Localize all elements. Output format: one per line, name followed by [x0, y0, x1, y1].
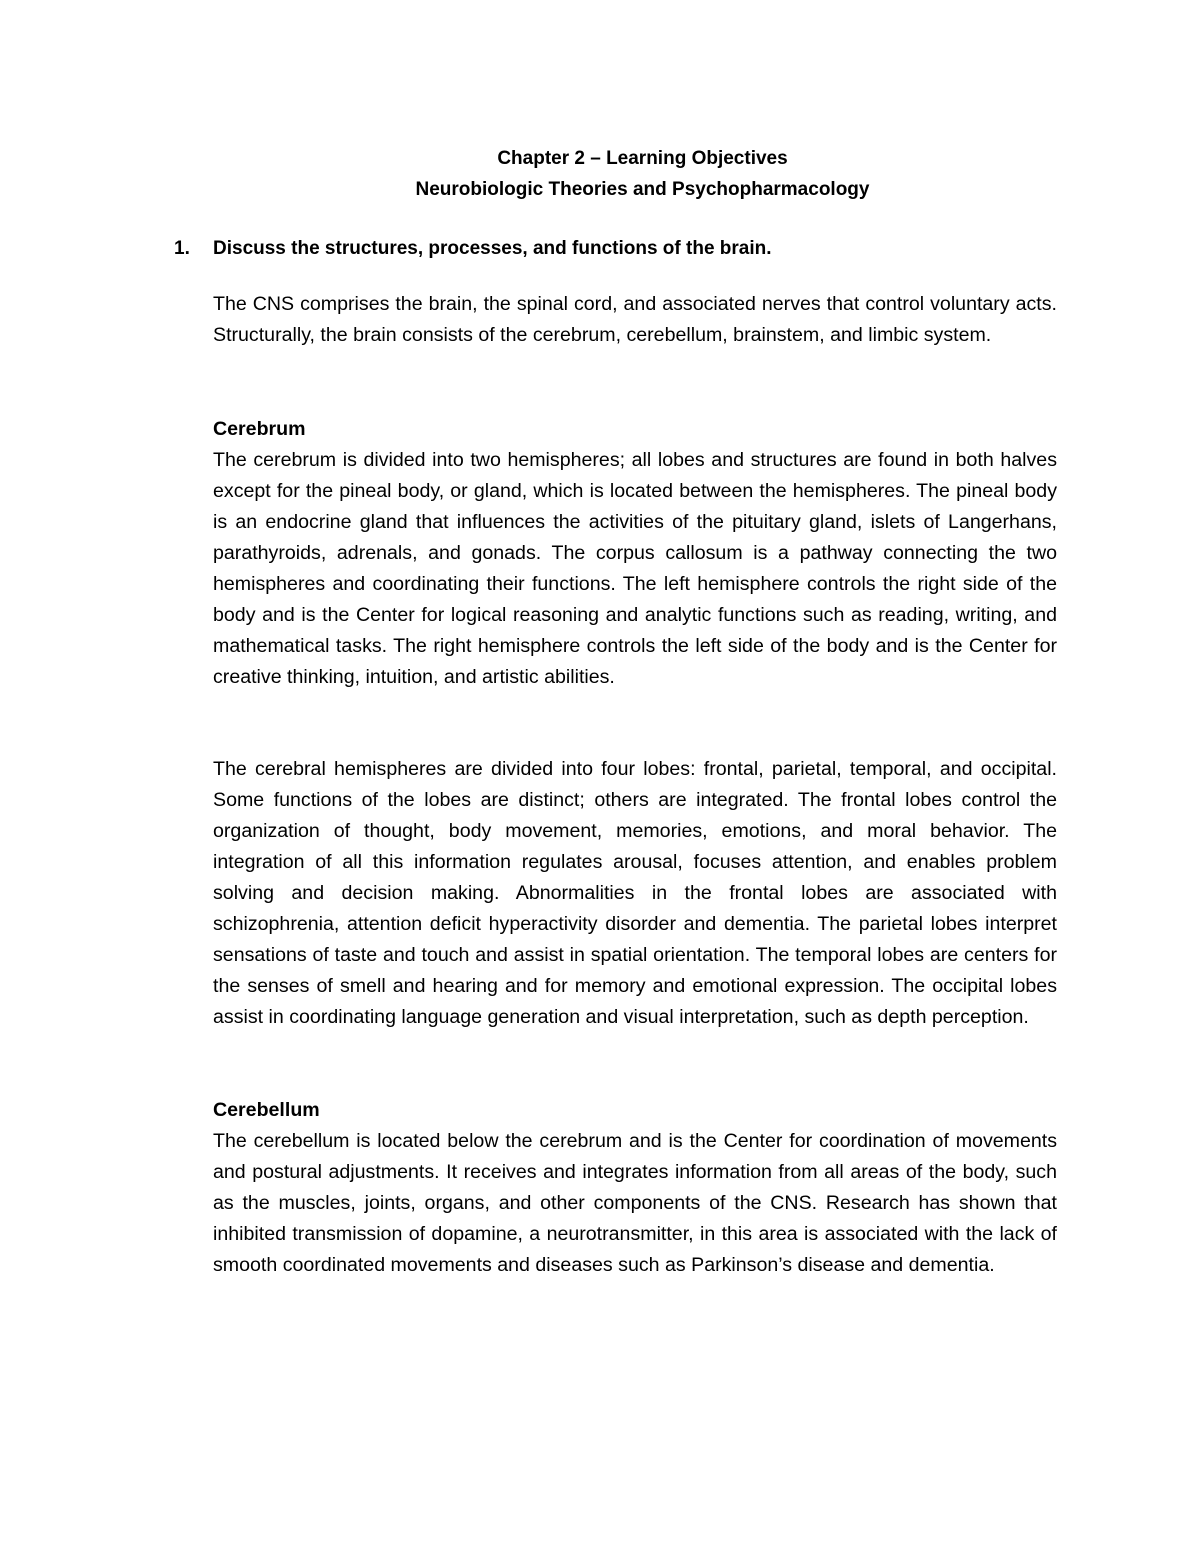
section-heading-cerebellum: Cerebellum [213, 1099, 320, 1121]
objective-text: Discuss the structures, processes, and functions of the brain. [213, 238, 772, 259]
intro-paragraph: The CNS comprises the brain, the spinal cord, and associated nerves that control voluntary acts. Structurally, the brain consists of the cerebrum, cerebellum, brainstem, and limbic system. [213, 293, 1057, 346]
cerebellum-paragraph: The cerebellum is located below the cerebrum and is the Center for coordination of movements and postural adjustments. It receives and integrates information from all areas of the body, such as the muscles, joints, organs, and other components of the CNS. Research has shown that inhibited transmission of dopamine, a neurotransmitter, in this area is associated with the lack of smooth coordinated movements and diseases such as Parkinson’s disease and dementia. [213, 1130, 1057, 1276]
learning-objective-1 [174, 233, 772, 264]
section-heading-cerebrum: Cerebrum [213, 418, 306, 440]
cerebrum-paragraph-2: The cerebral hemispheres are divided into four lobes: frontal, parietal, temporal, and occipital. Some functions of the lobes are distinct; others are integrated. The frontal lobes control the organization of thought, body movement, memories, emotions, and moral behavior. The integration of all this information regulates arousal, focuses attention, and enables problem solving and decision making. Abnormalities in the frontal lobes are associated with schizophrenia, attention deficit hyperactivity disorder and dementia. The parietal lobes interpret sensations of taste and touch and assist in spatial orientation. The temporal lobes are centers for the senses of smell and hearing and for memory and emotional expression. The occipital lobes assist in coordinating language generation and visual interpretation, such as depth perception. [213, 758, 1057, 1028]
chapter-title: Chapter 2 – Learning Objectives [497, 148, 788, 169]
cerebrum-paragraph-1: The cerebrum is divided into two hemispheres; all lobes and structures are found in both halves except for the pineal body, or gland, which is located between the hemispheres. The pineal body is an endocrine gland that influences the activities of the pituitary gland, islets of Langerhans, parathyroids, adrenals, and gonads. The corpus callosum is a pathway connecting the two hemispheres and coordinating their functions. The left hemisphere controls the right side of the body and is the Center for logical reasoning and analytic functions such as reading, writing, and mathematical tasks. The right hemisphere controls the left side of the body and is the Center for creative thinking, intuition, and artistic abilities. [213, 449, 1057, 688]
document-title [0, 143, 1200, 205]
chapter-subtitle: Neurobiologic Theories and Psychopharmacology [415, 179, 870, 200]
objective-number: 1. [174, 238, 190, 259]
